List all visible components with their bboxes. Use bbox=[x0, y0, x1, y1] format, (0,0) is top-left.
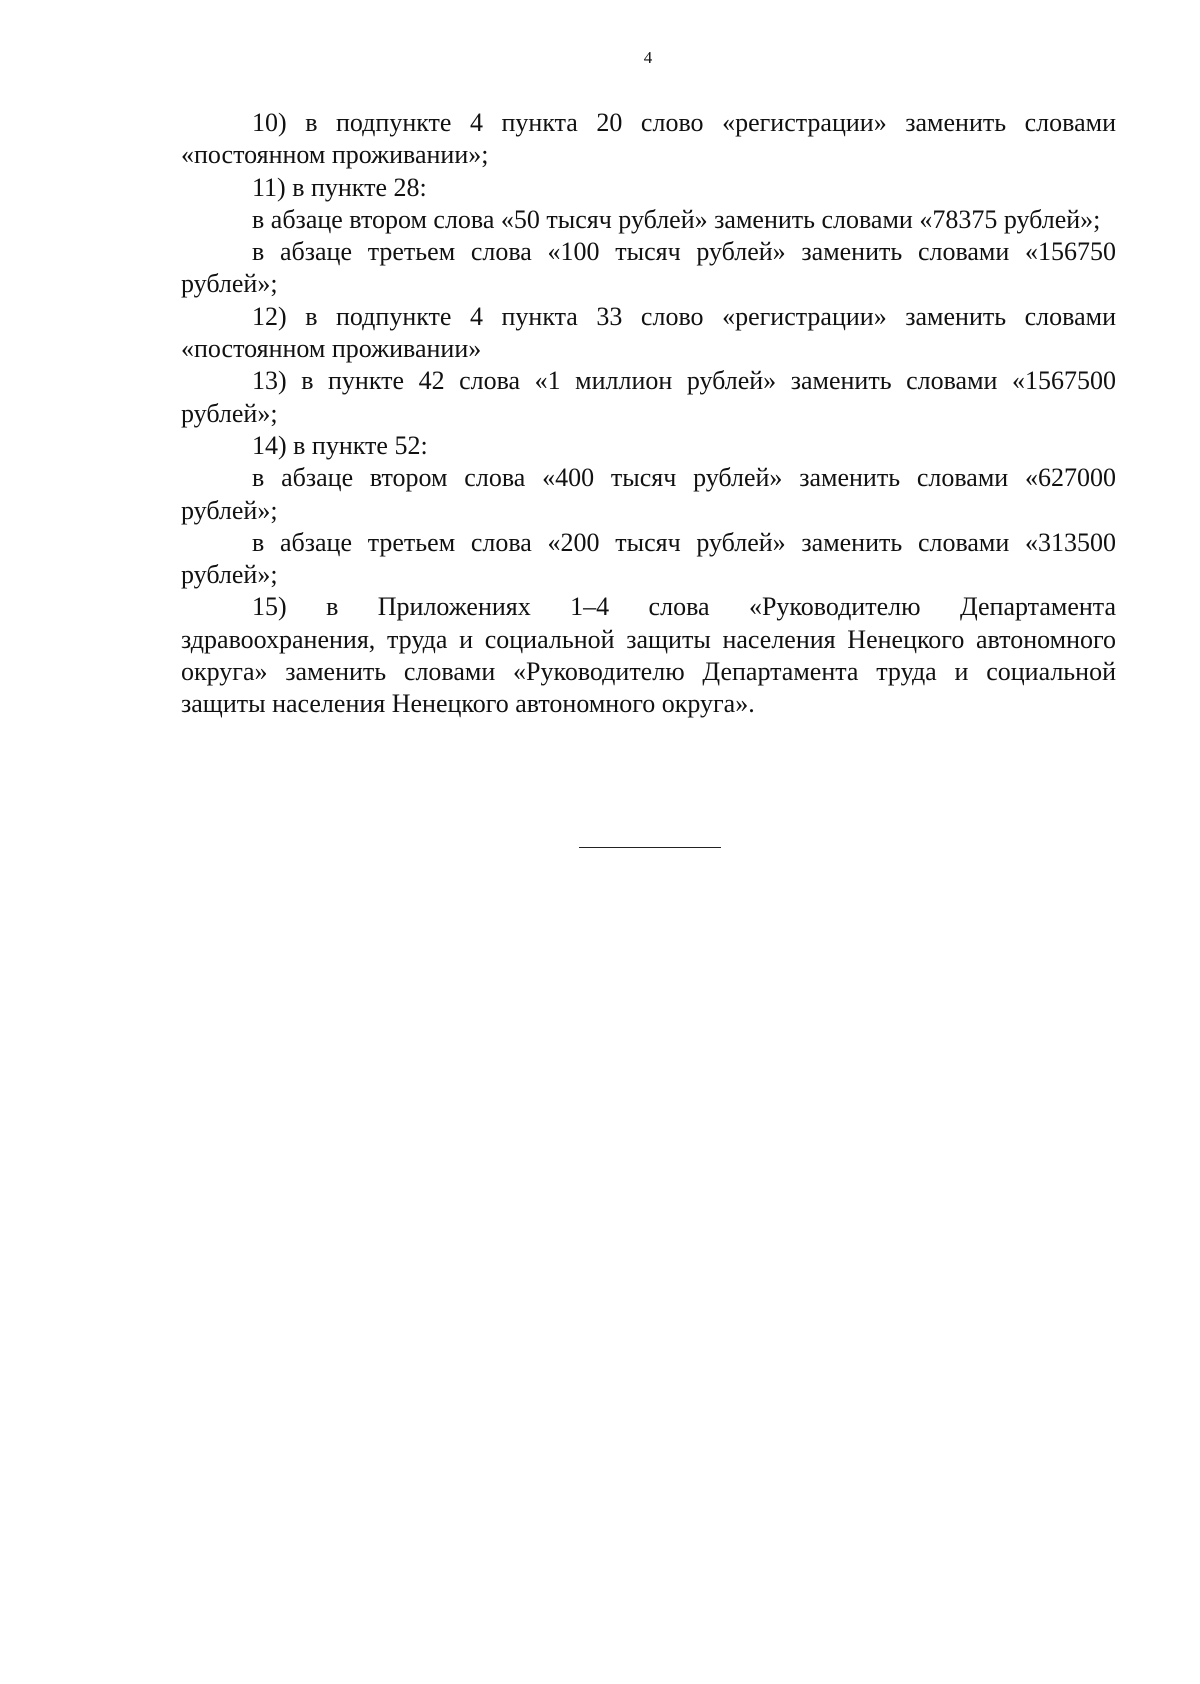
document-body bbox=[181, 107, 1116, 721]
paragraph-item-11-abzac-2: в абзаце втором слова «50 тысяч рублей» заменить словами «78375 рублей»; bbox=[252, 204, 1101, 234]
paragraph-item-10: 10) в подпункте 4 пункта 20 слово «регистрации» заменить словами «постоянном проживании»; bbox=[181, 108, 1116, 170]
page-number: 4 bbox=[643, 48, 653, 67]
paragraph-item-12: 12) в подпункте 4 пункта 33 слово «регистрации» заменить словами «постоянном проживании» bbox=[181, 301, 1116, 364]
paragraph-item-11-abzac-3: в абзаце третьем слова «100 тысяч рублей» заменить словами «156750 рублей»; bbox=[181, 237, 1116, 299]
paragraph-item-13: 13) в пункте 42 слова «1 миллион рублей» заменить словами «1567500 рублей»; bbox=[181, 366, 1116, 428]
paragraph-item-11: 11) в пункте 28: bbox=[252, 172, 427, 202]
paragraph-item-14-abzac-3: в абзаце третьем слова «200 тысяч рублей» заменить словами «313500 рублей»; bbox=[181, 527, 1116, 590]
paragraph-item-15: 15) в Приложениях 1–4 слова «Руководителю Департамента здравоохранения, труда и социальной защиты населения Ненецкого автономного округа» заменить словами «Руководителю Департамента труда и социальной защиты населения Ненецкого автономного округа». bbox=[181, 592, 1116, 719]
paragraph-item-14: 14) в пункте 52: bbox=[252, 430, 428, 460]
paragraph-item-14-abzac-2: в абзаце втором слова «400 тысяч рублей» заменить словами «627000 рублей»; bbox=[181, 463, 1116, 525]
end-separator-line bbox=[579, 847, 721, 848]
